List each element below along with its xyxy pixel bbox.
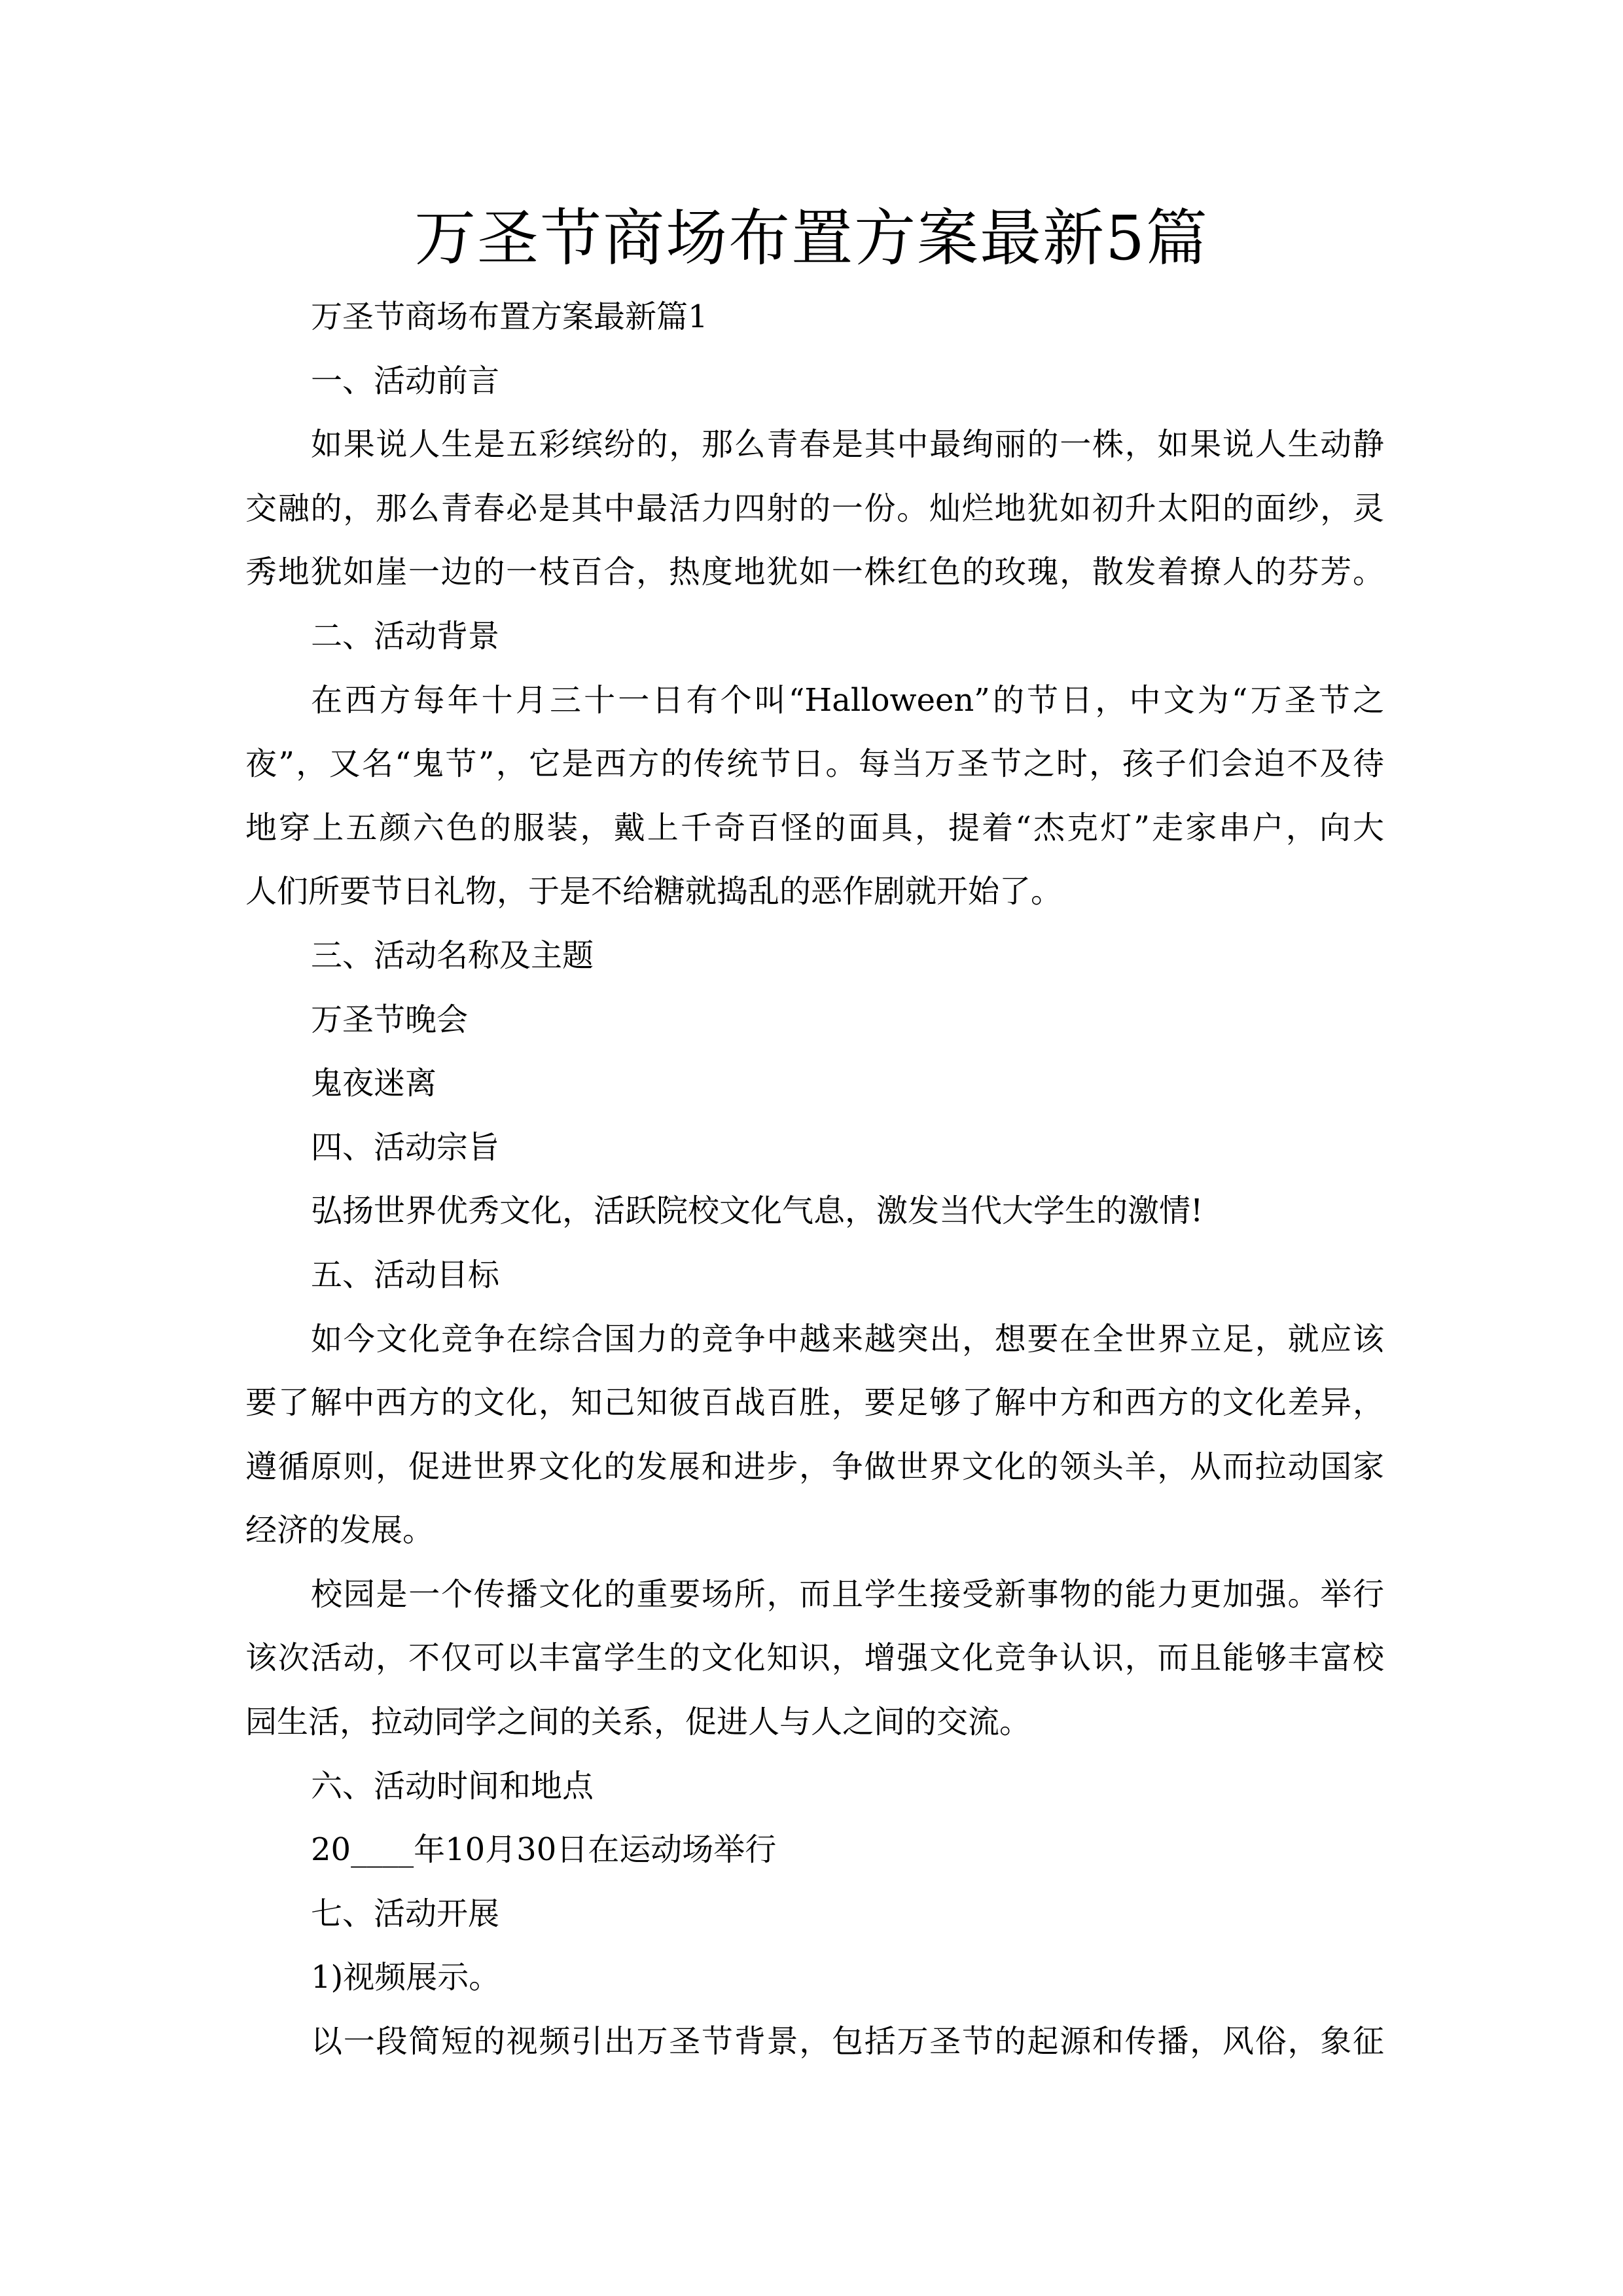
section-heading: 一、活动前言 — [311, 362, 500, 399]
document-title: 万圣节商场布置方案最新5篇 — [414, 203, 1209, 274]
section-heading: 四、活动宗旨 — [311, 1128, 500, 1166]
document-lines — [245, 350, 1384, 2074]
section-heading: 五、活动目标 — [311, 1256, 500, 1293]
paragraph-line: 秀地犹如崖一边的一枝百合，热度地犹如一株红色的玫瑰，散发着撩人的芬芳。 — [245, 554, 1384, 591]
paragraph-line: 要了解中西方的文化，知己知彼百战百胜，要足够了解中方和西方的文化差异， — [245, 1384, 1384, 1422]
paragraph-line: 交融的，那么青春必是其中最活力四射的一份。灿烂地犹如初升太阳的面纱，灵 — [245, 490, 1384, 527]
paragraph-line: 该次活动，不仅可以丰富学生的文化知识，增强文化竞争认识，而且能够丰富校 — [245, 1640, 1384, 1677]
paragraph-line: 弘扬世界优秀文化，活跃院校文化气息，激发当代大学生的激情! — [311, 1193, 1204, 1230]
section-subtitle: 万圣节商场布置方案最新篇1 — [311, 298, 708, 335]
paragraph-line: 在西方每年十月三十一日有个叫“Halloween”的节日，中文为“万圣节之 — [311, 681, 1384, 719]
paragraph-line: 如果说人生是五彩缤纷的，那么青春是其中最绚丽的一株，如果说人生动静 — [311, 426, 1384, 463]
paragraph-line: 鬼夜迷离 — [311, 1065, 437, 1102]
paragraph-line: 园生活，拉动同学之间的关系，促进人与人之间的交流。 — [245, 1704, 1031, 1741]
paragraph-line: 夜”，又名“鬼节”，它是西方的传统节日。每当万圣节之时，孩子们会迫不及待 — [245, 745, 1384, 783]
paragraph-line: 遵循原则，促进世界文化的发展和进步，争做世界文化的领头羊，从而拉动国家 — [245, 1448, 1384, 1485]
paragraph-line: 如今文化竞争在综合国力的竞争中越来越突出，想要在全世界立足，就应该 — [311, 1320, 1384, 1357]
paragraph-line: 20____年10月30日在运动场举行 — [311, 1831, 777, 1869]
paragraph-line: 1)视频展示。 — [311, 1959, 501, 1996]
paragraph-line: 经济的发展。 — [245, 1512, 435, 1549]
paragraph-line: 万圣节晚会 — [311, 1001, 469, 1038]
section-heading: 二、活动背景 — [311, 617, 500, 655]
paragraph-line: 人们所要节日礼物，于是不给糖就捣乱的恶作剧就开始了。 — [245, 873, 1063, 910]
section-heading: 三、活动名称及主题 — [311, 937, 594, 974]
paragraph-line: 以一段简短的视频引出万圣节背景，包括万圣节的起源和传播，风俗，象征 — [311, 2023, 1384, 2060]
section-heading: 六、活动时间和地点 — [311, 1767, 594, 1804]
paragraph-line: 地穿上五颜六色的服装，戴上千奇百怪的面具，提着“杰克灯”走家串户，向大 — [245, 809, 1384, 846]
paragraph-line: 校园是一个传播文化的重要场所，而且学生接受新事物的能力更加强。举行 — [311, 1575, 1384, 1613]
section-heading: 七、活动开展 — [311, 1895, 500, 1932]
document-body — [245, 285, 1384, 2074]
